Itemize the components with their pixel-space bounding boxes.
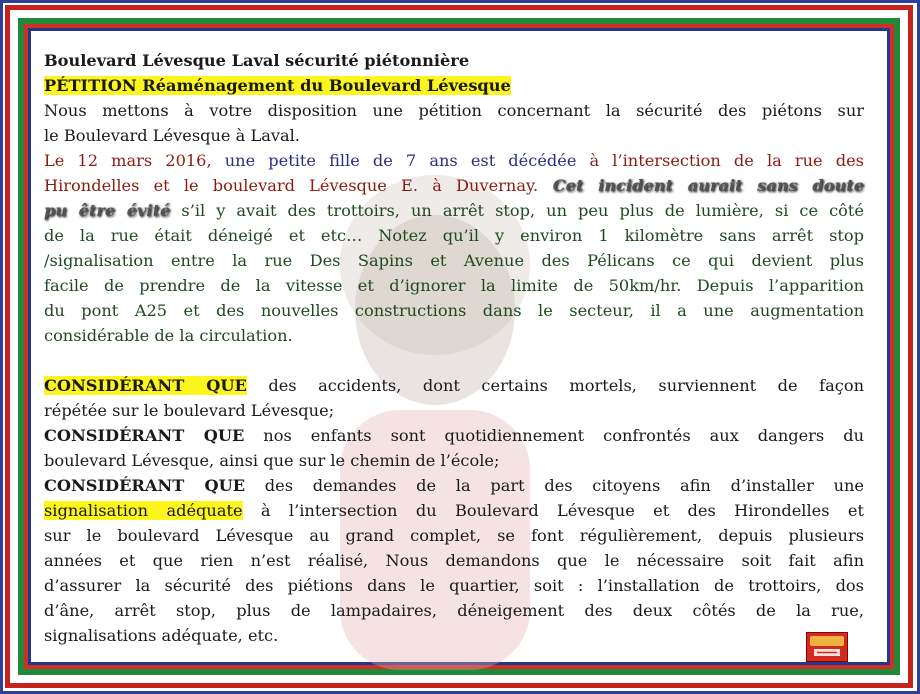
incident-location: à l’intersection de la rue des bbox=[576, 151, 864, 170]
incident-line-2 bbox=[44, 173, 864, 198]
considerant-3-line-2 bbox=[44, 498, 864, 523]
incident-emphasis: Cet incident aurait sans doute bbox=[538, 176, 864, 195]
considerant-3-text-2: à l’intersection du Boulevard Lévesque et des Hirondelles et bbox=[242, 501, 864, 520]
incident-line-1 bbox=[44, 148, 864, 173]
incident-line-5: /signalisation entre la rue Des Sapins et Avenue des Pélicans ce qui devient plus bbox=[44, 251, 864, 270]
incident-line-4: de la rue était déneigé et etc… Notez qu’il y environ 1 kilomètre sans arrêt stop bbox=[44, 226, 864, 245]
document-title: Boulevard Lévesque Laval sécurité piétonnière bbox=[44, 51, 470, 70]
considerant-3-line-6: d’âne, arrêt stop, plus de lampadaires, déneigement des deux côtés de la rue, bbox=[44, 601, 864, 620]
intro-line-2: le Boulevard Lévesque à Laval. bbox=[44, 126, 300, 145]
considerant-keyword: CONSIDÉRANT QUE bbox=[44, 476, 246, 495]
considerant-3-line-3: sur le boulevard Lévesque au grand complet, se font régulièrement, depuis plusieurs bbox=[44, 526, 864, 545]
incident-victim: une petite fille de 7 ans est décédée bbox=[211, 151, 577, 170]
considerant-1-line-1 bbox=[44, 373, 864, 398]
signalisation-highlight: signalisation adéquate bbox=[44, 501, 243, 520]
petition-document bbox=[44, 48, 864, 648]
considerant-1-line-2: répétée sur le boulevard Lévesque; bbox=[44, 401, 335, 420]
considerant-1-text: des accidents, dont certains mortels, surviennent de façon bbox=[246, 376, 864, 395]
considerant-2-line-2: boulevard Lévesque, ainsi que sur le chemin de l’école; bbox=[44, 451, 500, 470]
incident-text-3: s’il y avait des trottoirs, un arrêt stop, un peu plus de lumière, si ce côté bbox=[170, 201, 865, 220]
petition-heading: PÉTITION Réaménagement du Boulevard Lévesque bbox=[44, 76, 511, 95]
incident-date: Le 12 mars 2016, bbox=[44, 151, 212, 170]
incident-line-8: considérable de la circulation. bbox=[44, 326, 293, 345]
considerant-3-line-5: d’assurer la sécurité des piétions dans le quartier, soit : l’installation de trottoirs, dos bbox=[44, 576, 864, 595]
incident-line-7: du pont A25 et des nouvelles constructions dans le secteur, il a une augmentation bbox=[44, 301, 864, 320]
incident-line-6: facile de prendre de la vitesse et d’ignorer la limite de 50km/hr. Depuis l’apparition bbox=[44, 276, 864, 295]
considerant-keyword: CONSIDÉRANT QUE bbox=[44, 376, 247, 395]
considerant-keyword: CONSIDÉRANT QUE bbox=[44, 426, 245, 445]
incident-line-3 bbox=[44, 198, 864, 223]
considerant-3-line-1 bbox=[44, 473, 864, 498]
considerant-3-line-7: signalisations adéquate, etc. bbox=[44, 626, 279, 645]
considerant-2-text: nos enfants sont quotidiennement confrontés aux dangers du bbox=[244, 426, 864, 445]
incident-location-2: Hirondelles et le boulevard Lévesque E. à Duvernay. bbox=[44, 176, 539, 195]
logo-stamp-icon bbox=[806, 632, 848, 662]
considerant-3-text: des demandes de la part des citoyens afin d’installer une bbox=[245, 476, 864, 495]
considerant-3-line-4: années et que rien n’est réalisé, Nous demandons que le nécessaire soit fait afin bbox=[44, 551, 864, 570]
considerant-2-line-1 bbox=[44, 423, 864, 448]
incident-emphasis-2: pu être évité bbox=[44, 201, 171, 220]
intro-line-1: Nous mettons à votre disposition une pétition concernant la sécurité des piétons sur bbox=[44, 101, 864, 120]
